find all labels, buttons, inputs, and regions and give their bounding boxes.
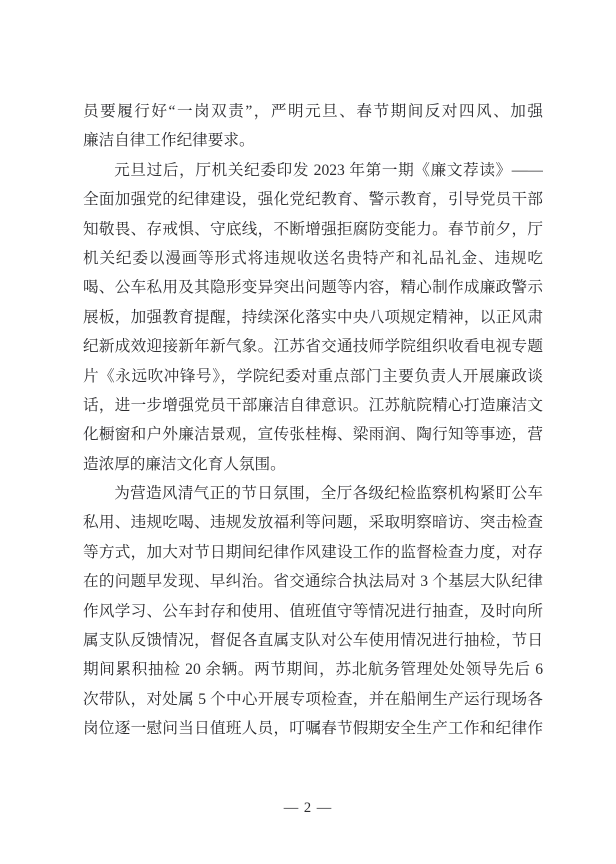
text-line: 岗位逐一慰问当日值班人员，叮嘱春节假期安全生产工作和纪律作 (83, 720, 543, 738)
text-line: 喝、公车私用及其隐形变异突出问题等内容，精心制作成廉政警示 (83, 279, 543, 297)
text-line: 全面加强党的纪律建设，强化党纪教育、警示教育，引导党员干部 (83, 191, 543, 209)
page-footer (0, 799, 616, 817)
text-line: 造浓厚的廉洁文化育人氛围。 (83, 455, 286, 473)
text-line: 机关纪委以漫画等形式将违规收送名贵特产和礼品礼金、违规吃 (83, 249, 543, 267)
document-body (83, 97, 543, 744)
text-line: 期间累积抽检 20 余辆。两节期间，苏北航务管理处处领导先后 6 (83, 661, 543, 679)
text-line: 属支队反馈情况，督促各直属支队对公车使用情况进行抽检，节日 (83, 632, 543, 650)
text-line: 纪新成效迎接新年新气象。江苏省交通技师学院组织收看电视专题 (83, 338, 543, 356)
text-line: 廉洁自律工作纪律要求。 (83, 132, 255, 150)
text-line: 元旦过后，厅机关纪委印发 2023 年第一期《廉文荐读》—— (114, 161, 543, 179)
page-number: — 2 — (283, 800, 333, 816)
text-line: 片《永远吹冲锋号》，学院纪委对重点部门主要负责人开展廉政谈 (83, 367, 543, 385)
text-line: 化橱窗和户外廉洁景观，宣传张桂梅、梁雨润、陶行知等事迹，营 (83, 426, 543, 444)
text-line: 次带队，对处属 5 个中心开展专项检查，并在船闸生产运行现场各 (83, 690, 543, 708)
text-line: 等方式，加大对节日期间纪律作风建设工作的监督检查力度，对存 (83, 543, 543, 561)
text-line: 话，进一步增强党员干部廉洁自律意识。江苏航院精心打造廉洁文 (83, 396, 543, 414)
text-line: 员要履行好“一岗双责”，严明元旦、春节期间反对四风、加强 (83, 103, 543, 120)
text-line: 知敬畏、存戒惧、守底线，不断增强拒腐防变能力。春节前夕，厅 (83, 220, 543, 238)
text-line: 作风学习、公车封存和使用、值班值守等情况进行抽查，及时向所 (83, 602, 543, 620)
text-line: 私用、违规吃喝、违规发放福利等问题，采取明察暗访、突击检查 (83, 514, 543, 532)
text-line: 在的问题早发现、早纠治。省交通综合执法局对 3 个基层大队纪律 (83, 573, 543, 591)
text-line: 展板，加强教育提醒，持续深化落实中央八项规定精神，以正风肃 (83, 308, 543, 326)
text-line: 为营造风清气正的节日氛围，全厅各级纪检监察机构紧盯公车 (114, 485, 543, 503)
